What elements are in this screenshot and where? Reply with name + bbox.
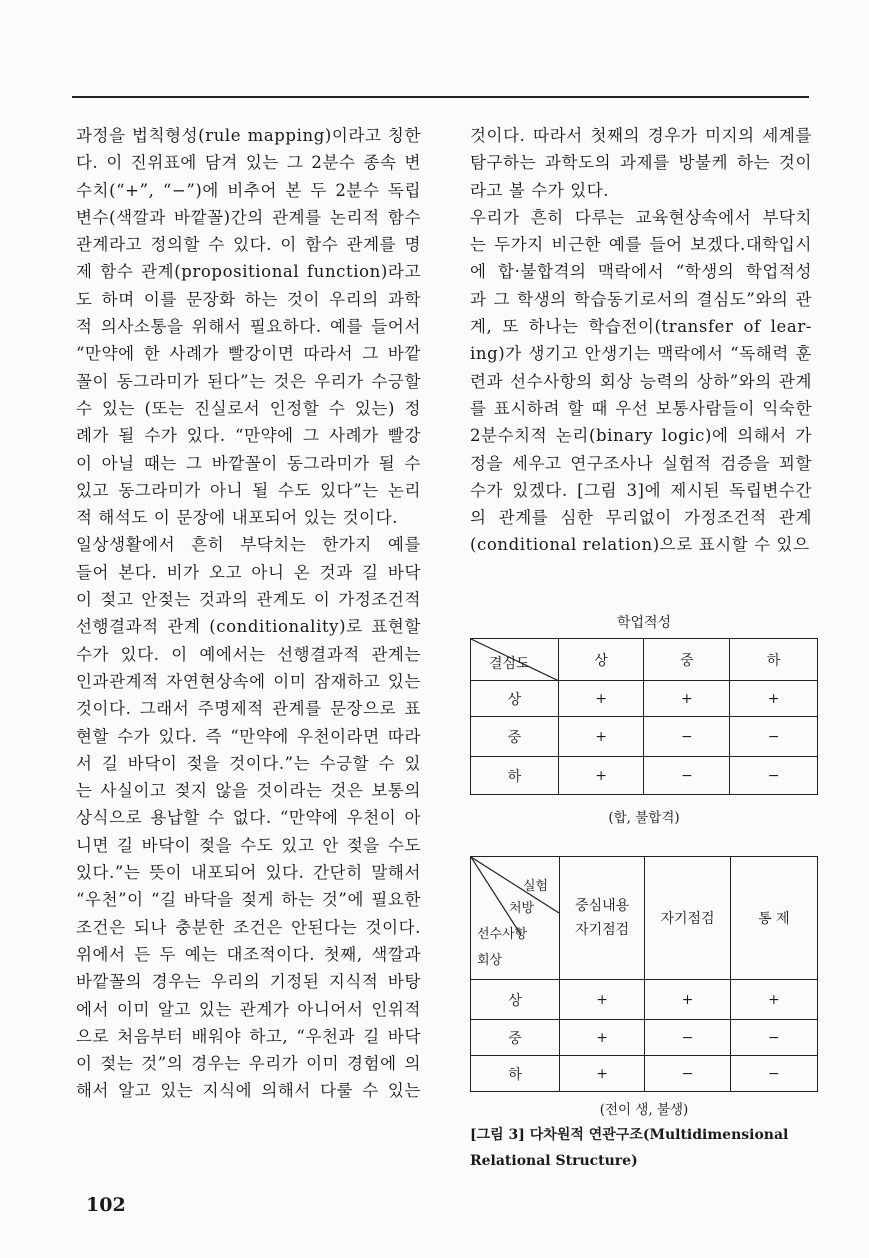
text-line: 과정을 법칙형성(rule mapping)이라고 칭한	[76, 126, 421, 145]
row-label: 하	[471, 757, 559, 795]
page-number: 102	[86, 1194, 126, 1216]
table2-col-header: 통 제	[730, 857, 817, 980]
table-cell: +	[558, 681, 644, 717]
text-line: “만약에 한 사례가 빨강이면 따라서 그 바깥	[76, 344, 421, 364]
text-line: 위에서 든 두 예는 대조적이다. 첫째, 색깔과	[76, 944, 421, 964]
text-line: “우천”이 “길 바닥을 젖게 하는 것”에 필요한	[76, 890, 421, 910]
text-line: 2분수치적 논리(binary logic)에 의해서 가	[470, 426, 812, 446]
row-label: 상	[471, 681, 559, 717]
row-label: 중	[471, 1020, 560, 1056]
text-line: 수치(“+”, “−”)에 비추어 본 두 2분수 독립	[76, 180, 421, 200]
text-line: 라고 볼 수가 있다.	[470, 180, 610, 200]
table-cell: +	[558, 717, 644, 757]
text-line: 변수(색깔과 바깥꼴)간의 관계를 논리적 함수	[76, 207, 421, 227]
text-line: 조건은 되나 충분한 조건은 안된다는 것이다.	[76, 917, 421, 937]
text-line: 니면 길 바닥이 젖을 수도 있고 안 젖을 수도	[76, 835, 421, 855]
text-line: 서 길 바닥이 젖을 것이다.”는 수긍할 수 있	[76, 753, 421, 773]
text-line: 으로 처음부터 배워야 하고, “우천과 길 바닥	[76, 1026, 421, 1046]
table2-corner-bottom: 회상	[477, 953, 503, 968]
figure-caption-line2: Relational Structure)	[470, 1153, 638, 1169]
table-row	[471, 757, 818, 795]
table1-corner	[471, 639, 559, 681]
table-row	[471, 1056, 818, 1092]
text-line: 수가 있다. 이 예에서는 선행결과적 관계는	[76, 644, 421, 664]
table2-corner	[471, 857, 560, 980]
text-line: (conditional relation)으로 표시할 수 있으	[470, 535, 810, 555]
text-line: 것이다. 그래서 주명제적 관계를 문장으로 표	[76, 699, 421, 719]
table-cell: −	[730, 757, 818, 795]
text-line: 에 합·불합격의 맥락에서 “학생의 학업적성	[470, 262, 812, 282]
table-cell: +	[644, 681, 730, 717]
text-line: 례가 될 수가 있다. “만약에 그 사례가 빨강	[76, 426, 421, 446]
text-line: 것이다. 따라서 첫째의 경우가 미지의 세계를	[470, 126, 812, 145]
left-column	[76, 122, 421, 1105]
text-line: 들어 본다. 비가 오고 아니 온 것과 길 바닥	[76, 562, 421, 582]
text-line: 정을 세우고 연구조사나 실험적 검증을 꾀할	[470, 453, 812, 473]
text-line: 꼴이 동그라미가 된다”는 것은 우리가 수긍할	[76, 371, 421, 391]
text-line: 련과 선수사항의 회상 능력의 상하”와의 관계	[470, 371, 812, 391]
table2-note: (전이 생, 불생)	[599, 1102, 689, 1118]
table2-corner-left: 선수사항	[477, 927, 528, 942]
text-line: 우리가 흔히 다루는 교육현상속에서 부닥치	[470, 207, 812, 227]
text-line: 의 관계를 심한 무리없이 가정조건적 관계	[470, 508, 812, 528]
text-line: 상식으로 용납할 수 없다. “만약에 우천이 아	[76, 808, 421, 828]
text-line: 에서 이미 알고 있는 관계가 아니어서 인위적	[76, 999, 421, 1019]
table1-corner-label: 결심도	[489, 656, 530, 672]
table-cell: −	[645, 1056, 730, 1092]
text-line: 적 의사소통을 위해서 필요하다. 예를 들어서	[76, 317, 421, 337]
table-cell: −	[644, 717, 730, 757]
figure-caption-line1: [그림 3] 다차원적 연관구조(Multidimensional	[470, 1127, 789, 1143]
table2-col-header: 자기점검	[645, 857, 730, 980]
row-label: 중	[471, 717, 559, 757]
table-cell: −	[644, 757, 730, 795]
text-line: 선행결과적 관계 (conditionality)로 표현할	[76, 617, 421, 637]
table1	[470, 638, 818, 795]
text-line: 도 하며 이를 문장화 하는 것이 우리의 과학	[76, 289, 421, 309]
table-cell: −	[730, 1056, 817, 1092]
text-line: 수가 있겠다. [그림 3]에 제시된 독립변수간	[470, 480, 812, 500]
table-cell: −	[645, 1020, 730, 1056]
table-cell: +	[560, 1020, 645, 1056]
row-label: 하	[471, 1056, 560, 1092]
text-line: 다. 이 진위표에 담겨 있는 그 2분수 종속 변	[76, 153, 421, 173]
table-cell: +	[730, 980, 817, 1020]
text-line: 제 함수 관계(propositional function)라고	[76, 262, 421, 282]
text-line: 이 젖는 것”의 경우는 우리가 이미 경험에 의	[76, 1054, 421, 1074]
text-line: 수 있는 (또는 진실로서 인정할 수 있는) 정	[76, 398, 421, 418]
table1-title: 학업적성	[616, 615, 672, 631]
table1-col-header: 하	[730, 639, 818, 681]
text-line: 일상생활에서 흔히 부닥치는 한가지 예를	[76, 535, 421, 555]
text-line: 는 사실이고 젖지 않을 것이라는 것은 보통의	[76, 781, 421, 801]
right-column	[470, 122, 812, 559]
table2-corner-mid: 처방	[509, 901, 535, 916]
text-line: 과 그 학생의 학습동기로서의 결심도”와의 관	[470, 289, 812, 309]
text-line: 를 표시하려 할 때 우선 보통사람들이 익숙한	[470, 398, 812, 418]
text-line: 관계라고 정의할 수 있다. 이 함수 관계를 명	[76, 235, 421, 255]
table2-corner-top: 실험	[523, 879, 549, 894]
text-line: 해서 알고 있는 지식에 의해서 다룰 수 있는	[76, 1081, 421, 1101]
table-row	[471, 681, 818, 717]
text-line: ing)가 생기고 안생기는 맥락에서 “독해력 훈	[470, 344, 812, 364]
table2	[470, 856, 818, 1092]
text-line: 이 젖고 안젖는 것과의 관계도 이 가정조건적	[76, 590, 421, 610]
text-line: 바깥꼴의 경우는 우리의 기정된 지식적 바탕	[76, 972, 421, 992]
table-row	[471, 1020, 818, 1056]
text-line: 계, 또 하나는 학습전이(transfer of lear-	[470, 317, 812, 337]
table-cell: −	[730, 1020, 817, 1056]
table-cell: +	[730, 681, 818, 717]
text-line: 있고 동그라미가 아니 될 수도 있다”는 논리	[76, 480, 421, 500]
text-line: 이 아닐 때는 그 바깥꼴이 동그라미가 될 수	[76, 453, 421, 473]
text-line: 는 두가지 비근한 예를 들어 보겠다.대학입시	[470, 235, 812, 255]
table1-col-header: 상	[558, 639, 644, 681]
figure-caption	[470, 1122, 788, 1174]
text-line: 현할 수가 있다. 즉 “만약에 우천이라면 따라	[76, 726, 421, 746]
text-line: 있다.”는 뜻이 내포되어 있다. 간단히 말해서	[76, 863, 421, 883]
table-cell: +	[645, 980, 730, 1020]
table-cell: +	[558, 757, 644, 795]
table-row	[471, 980, 818, 1020]
table1-note: (합, 불합격)	[608, 810, 680, 826]
table2-col1-line1: 중심내용	[575, 898, 630, 914]
table2-col-header	[560, 857, 645, 980]
row-label: 상	[471, 980, 560, 1020]
table-row	[471, 717, 818, 757]
text-line: 탐구하는 과학도의 과제를 방불케 하는 것이	[470, 153, 812, 173]
table2-corner-content	[471, 857, 559, 979]
text-line: 적 해석도 이 문장에 내포되어 있는 것이다.	[76, 508, 399, 528]
table-cell: +	[560, 1056, 645, 1092]
table-cell: −	[730, 717, 818, 757]
table-cell: +	[560, 980, 645, 1020]
table2-col1-line2: 자기점검	[575, 922, 630, 938]
text-line: 인과관계적 자연현상속에 이미 잠재하고 있는	[76, 671, 421, 691]
top-rule	[72, 96, 809, 98]
table1-col-header: 중	[644, 639, 730, 681]
